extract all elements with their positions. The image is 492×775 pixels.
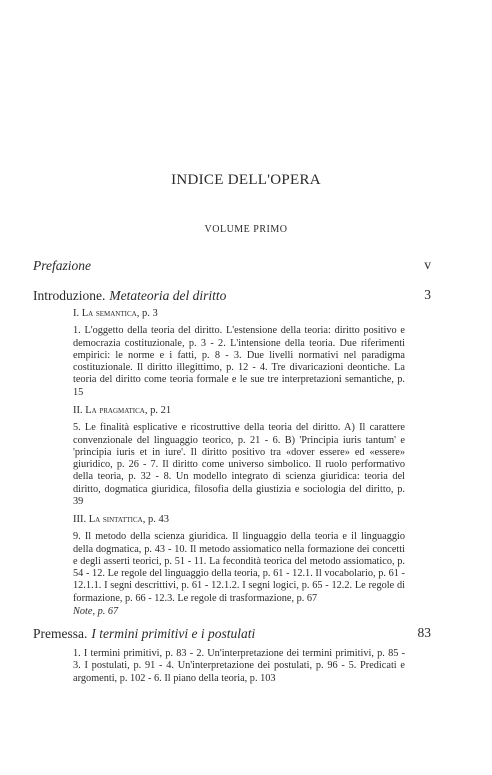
toc-entry-prefazione[interactable] (33, 257, 431, 275)
page-title: INDICE DELL'OPERA (171, 172, 321, 188)
notes-line[interactable]: Note, p. 67 (73, 606, 119, 618)
section-name: La pragmatica (85, 405, 145, 416)
section-body: 1. I termini primitivi, p. 83 - 2. Un'interpretazione dei termini primitivi, p. 85 - 3. I postulati, p. 91 - 4. Un'interpretazione dei postulati, p. 96 - 5. Predicati e argomenti, p. 102 - 6. Il piano della teoria, p. 103 (73, 648, 405, 684)
section-name: La semantica (81, 308, 137, 319)
section-pageref: , p. 21 (144, 405, 172, 416)
entry-page-number: 83 (417, 625, 431, 640)
entry-label: Premessa. (33, 626, 88, 641)
section-name: La sintattica (88, 514, 143, 525)
section-body: 9. Il metodo della scienza giuridica. Il linguaggio della teoria e il linguaggio della dogmatica, p. 43 - 10. Il metodo assiomatico nella formazione dei concetti e degli asserti teorici, p. 51 - 11. La fecondità teorica del metodo assiomatico, p. 54 - 12. Le regole del linguaggio della teoria, p. 61 - 12.1. Il vocabolario, p. 61 - 12.1.1. I segni descrittivi, p. 61 - 12.1.2. I segni logici, p. 65 - 12.2. Le regole di formazione, p. 66 - 12.3. Le regole di trasformazione, p. 67 (73, 531, 405, 604)
section-premessa (73, 648, 405, 685)
entry-page-number: v (424, 257, 431, 272)
section-pageref: , p. 43 (142, 514, 169, 525)
entry-label: Prefazione (33, 258, 91, 273)
volume-heading: VOLUME PRIMO (204, 224, 288, 235)
section-number: I. (73, 308, 80, 319)
toc-entry-introduzione[interactable] (33, 287, 431, 305)
section-number: II. (73, 405, 83, 416)
section-pragmatica (73, 405, 405, 508)
section-heading[interactable] (73, 405, 405, 417)
section-sintattica (73, 514, 405, 618)
entry-label-italic: I termini primitivi e i postulati (91, 626, 256, 641)
section-body: 1. L'oggetto della teoria del diritto. L'estensione della teoria: diritto positivo e democrazia costituzionale, p. 3 - 2. L'intensione della teoria. Due riferimenti empirici: le norme e i fatti, p. 8 - 3. Due livelli normativi nel paradigma costituzionale. Il diritto illegittimo, p. 12 - 4. Tre divaricazioni deontiche. La teoria del diritto come teoria formale e le sue tre interpretazioni semantiche, p. 15 (73, 325, 405, 398)
section-number: III. (73, 514, 87, 525)
section-heading[interactable] (73, 514, 405, 526)
toc-entry-premessa[interactable] (33, 625, 431, 643)
section-pageref: , p. 3 (136, 308, 158, 319)
entry-page-number: 3 (424, 287, 431, 302)
section-body: 5. Le finalità esplicative e ricostruttive della teoria del diritto. A) Il carattere convenzionale del linguaggio teorico, p. 21 - 6. B) 'Principia iuris tantum' e 'principia iuris et in iure'. Il diritto positivo tra «dover essere» ed «essere» giuridico, p. 26 - 7. Il diritto come universo simbolico. Il ruolo performativo della teoria, p. 32 - 8. Un modello integrato di scienza giuridica: teoria del diritto, dogmatica giuridica, filosofia della giustizia e sociologia del diritto, p. 39 (73, 422, 405, 508)
entry-label: Introduzione. (33, 288, 106, 303)
entry-label-italic: Metateoria del diritto (109, 288, 227, 303)
section-heading[interactable] (73, 308, 405, 320)
section-semantica (73, 308, 405, 399)
